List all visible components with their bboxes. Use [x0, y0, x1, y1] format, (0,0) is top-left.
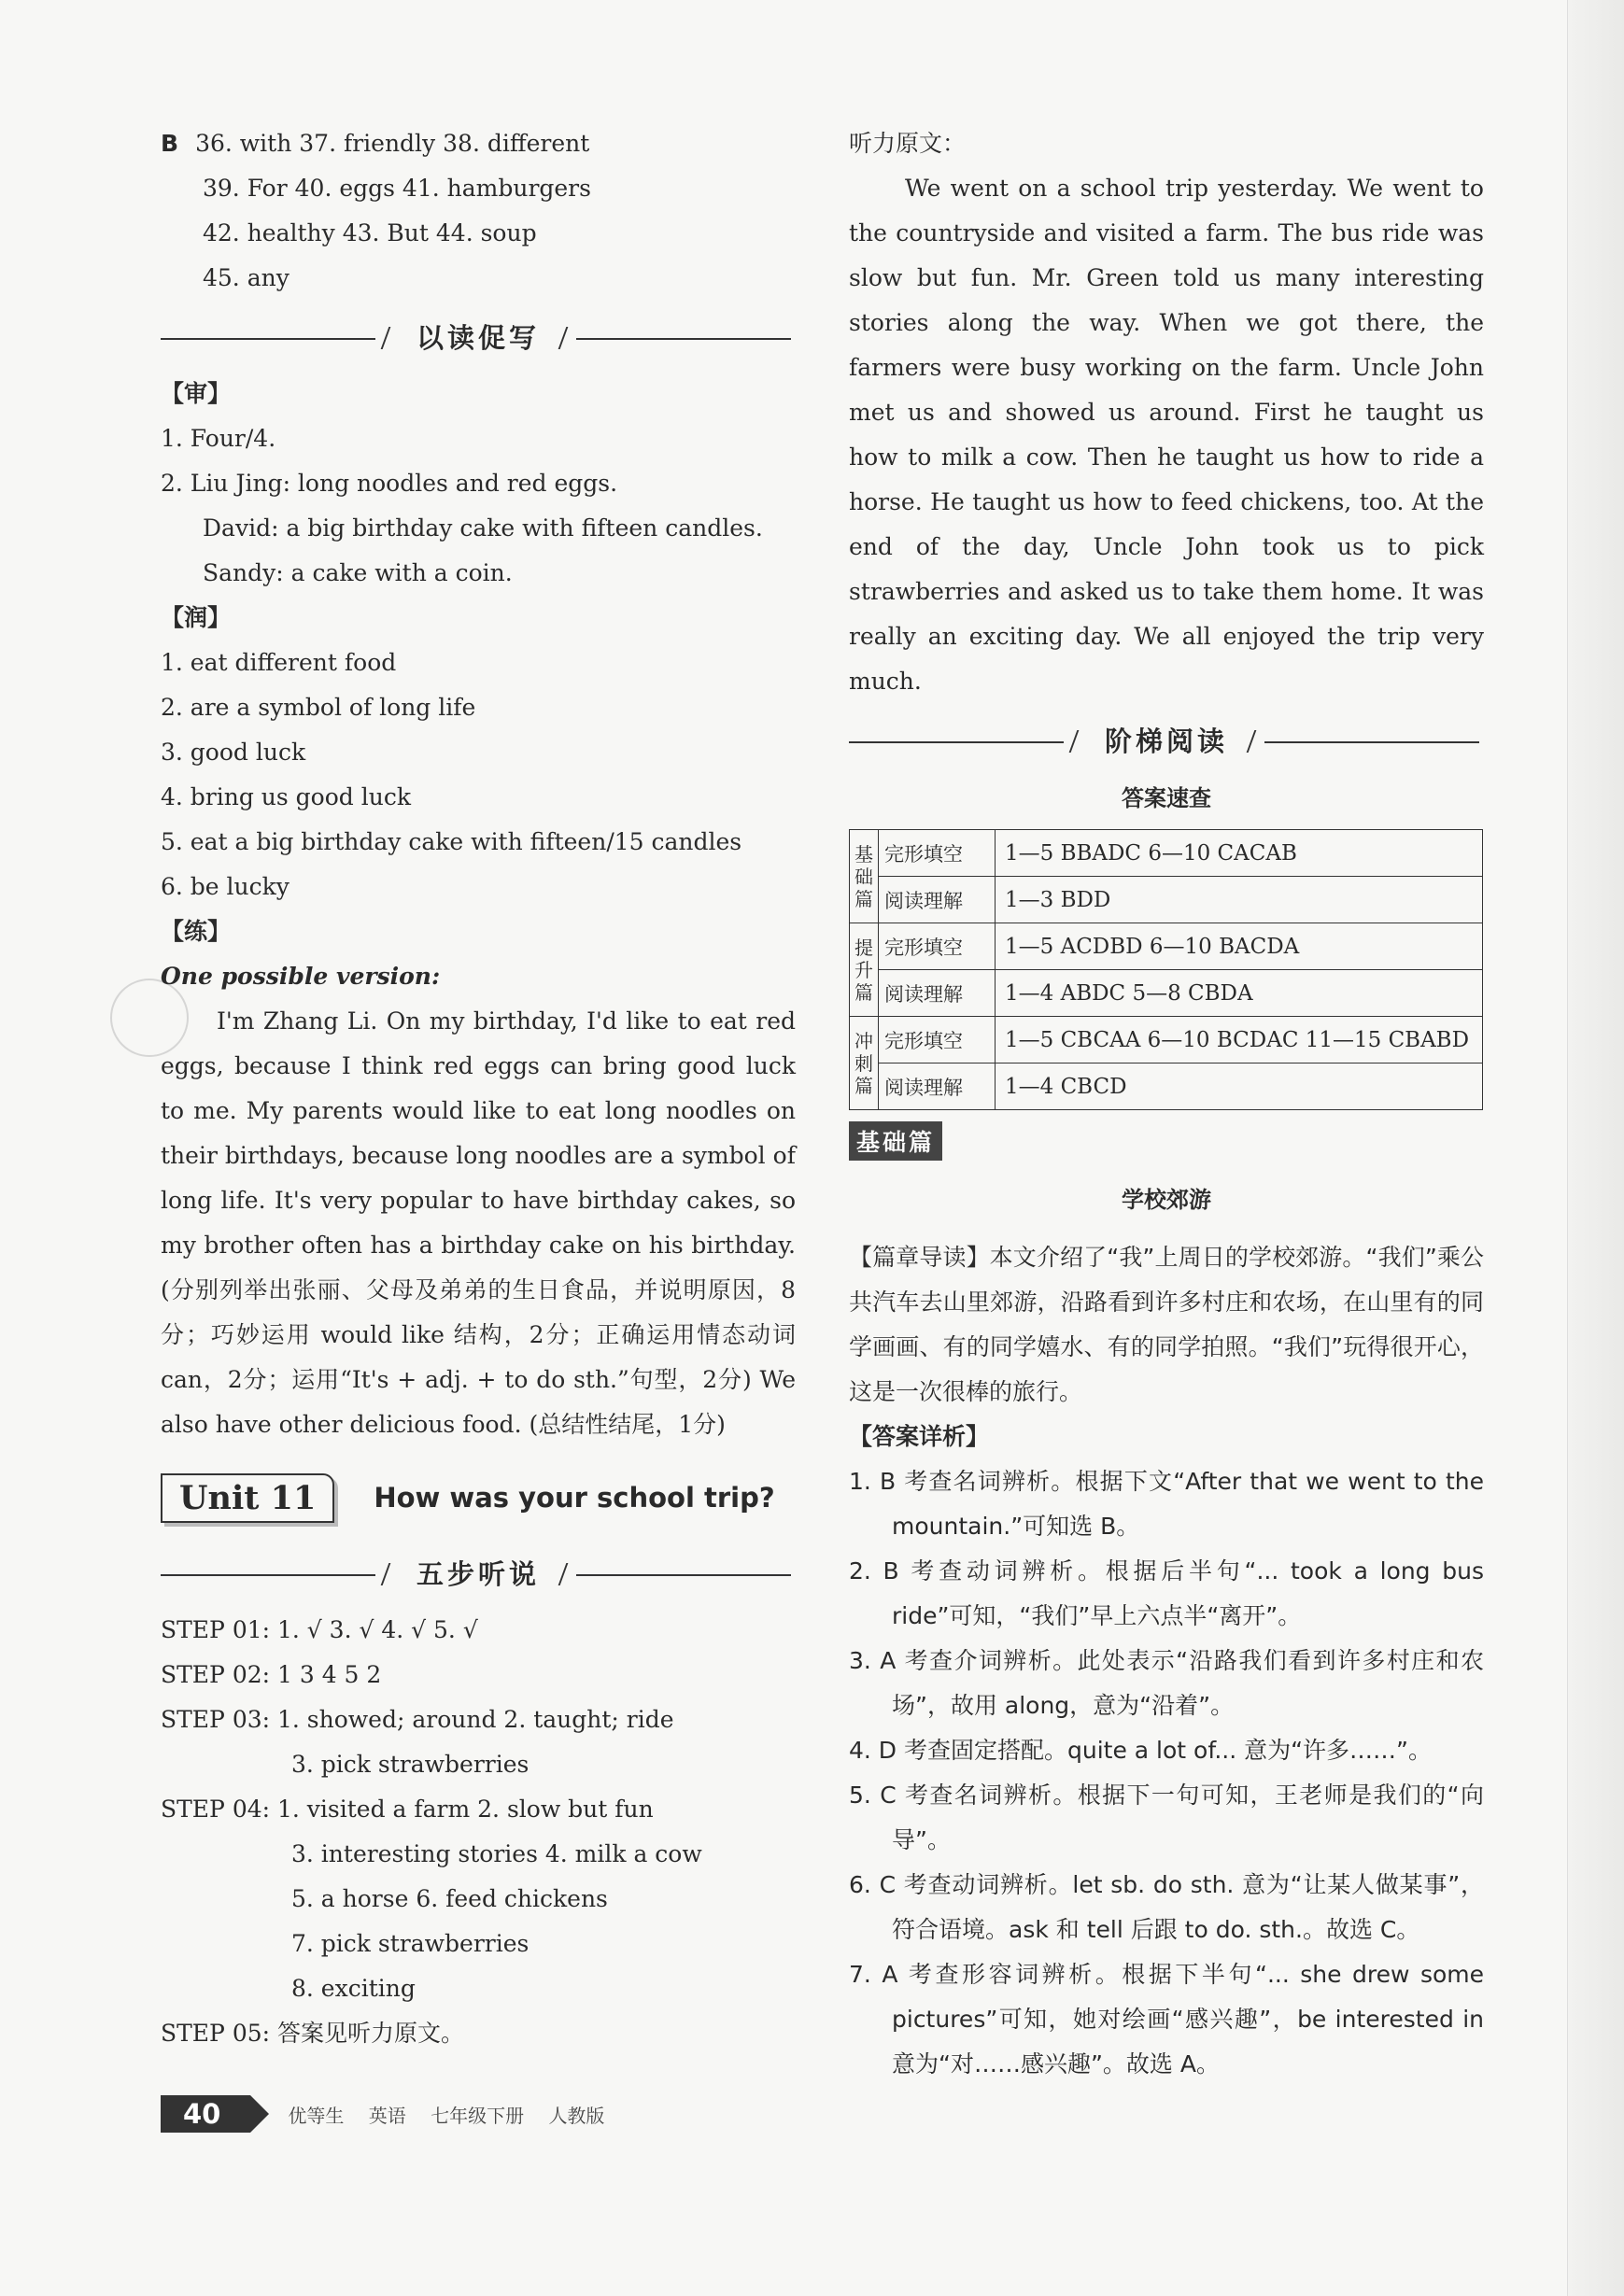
step-04-c: 5. a horse 6. feed chickens: [291, 1885, 608, 1912]
right-column: [849, 121, 1484, 2087]
category-sprint: 冲刺篇: [850, 1017, 879, 1110]
step-05: STEP 05: 答案见听力原文。: [161, 2020, 465, 2047]
table-row: [850, 923, 1483, 970]
read-write-header: [161, 314, 796, 362]
detail-4: 4. D 考查固定搭配。quite a lot of... 意为“许多……”。: [849, 1737, 1433, 1764]
answer-cell: 1—5 ACDBD 6—10 BACDA: [996, 923, 1483, 970]
shen-label: 【审】: [161, 380, 232, 407]
detail-3: 3. A 考查介词辨析。此处表示“沿路我们看到许多村庄和农场”，故用 along，意为“沿着”。: [849, 1647, 1484, 1719]
run-item-6: 6. be lucky: [161, 873, 289, 900]
footer-grade: 七年级下册: [431, 2104, 525, 2127]
unit-header: [161, 1460, 796, 1535]
listening-label: 听力原文：: [849, 130, 967, 157]
details-label: 【答案详析】: [849, 1423, 990, 1450]
header-rule-right: [576, 1574, 791, 1576]
shen-sub-1: David: a big birthday cake with fifteen candles.: [203, 514, 763, 542]
step-02: STEP 02: 1 3 4 5 2: [161, 1661, 382, 1688]
run-label: 【润】: [161, 604, 232, 631]
step-04-e: 8. exciting: [291, 1975, 416, 2002]
step-04-d: 7. pick strawberries: [291, 1930, 530, 1957]
page-edge: [1567, 0, 1624, 2296]
run-item-4: 4. bring us good luck: [161, 783, 411, 810]
b-line-3: 42. healthy 43. But 44. soup: [203, 219, 537, 247]
b-line-4: 45. any: [203, 264, 289, 291]
unit-title: How was your school trip?: [374, 1482, 775, 1514]
table-row: [850, 970, 1483, 1017]
run-item-5: 5. eat a big birthday cake with fifteen/15 candles: [161, 828, 742, 855]
shen-item-2: 2. Liu Jing: long noodles and red eggs.: [161, 470, 618, 497]
step-04-a: STEP 04: 1. visited a farm 2. slow but fun: [161, 1796, 654, 1823]
type-cell: 完形填空: [879, 923, 996, 970]
sample-essay: I'm Zhang Li. On my birthday, I'd like to eat red eggs, because I think red eggs can bring good luck to me. My parents would like to eat long noodles on their birthdays, because long noodles are a symbol of long life. It's very popular to have birthday cakes, so my brother often has a birthday cake on his birthday. (分别列举出张丽、父母及弟弟的生日食品，并说明原因，8分；巧妙运用 would like 结构，2分；正确运用情态动词 can，2分；运用“It's + adj. + to do sth.”句型，2分) We also have other delicious food. (总结性结尾，1分): [161, 1007, 796, 1438]
footer-edition: 人教版: [548, 2104, 605, 2127]
basic-tag: 基础篇: [849, 1121, 942, 1161]
detail-6: 6. C 考查动词辨析。let sb. do sth. 意为“让某人做某事”，符合语境。ask 和 tell 后跟 to do. sth.。故选 C。: [849, 1871, 1484, 1943]
step-03-a: STEP 03: 1. showed; around 2. taught; ride: [161, 1706, 674, 1733]
shen-sub-2: Sandy: a cake with a coin.: [203, 559, 513, 586]
answer-cell: 1—3 BDD: [996, 877, 1483, 923]
detail-2: 2. B 考查动词辨析。根据后半句“... took a long bus ride”可知，“我们”早上六点半“离开”。: [849, 1557, 1484, 1629]
run-item-3: 3. good luck: [161, 739, 306, 766]
answer-check-title: 答案速查: [1122, 785, 1211, 811]
answer-table: [849, 829, 1483, 1110]
answer-cell: 1—5 BBADC 6—10 CACAB: [996, 830, 1483, 877]
page-number: 40: [161, 2095, 250, 2133]
answer-cell: 1—4 CBCD: [996, 1063, 1483, 1110]
type-cell: 阅读理解: [879, 877, 996, 923]
guide-text: 【篇章导读】本文介绍了“我”上周日的学校郊游。“我们”乘公共汽车去山里郊游，沿路看到许多村庄和农场，在山里有的同学画画、有的同学嬉水、有的同学拍照。“我们”玩得很开心，这是一次很棒的旅行。: [849, 1244, 1484, 1405]
table-row: [850, 1063, 1483, 1110]
answer-cell: 1—4 ABDC 5—8 CBDA: [996, 970, 1483, 1017]
b-line-2: 39. For 40. eggs 41. hamburgers: [203, 175, 591, 202]
listening-text: We went on a school trip yesterday. We went to the countryside and visited a farm. The bus ride was slow but fun. Mr. Green told us many interesting stories along the way. When we got there, the farmers were busy working on the farm. Uncle John met us and showed us around. First he taught us how to milk a cow. Then he taught us how to ride a horse. He taught us how to feed chickens, too. At the end of the day, Uncle John took us to pick strawberries and asked us to take them home. It was really an exciting day. We all enjoyed the trip very much.: [849, 175, 1484, 695]
table-row: [850, 877, 1483, 923]
step-04-b: 3. interesting stories 4. milk a cow: [291, 1840, 702, 1867]
run-item-1: 1. eat different food: [161, 649, 397, 676]
page-footer: [161, 2095, 623, 2133]
read-write-title: 以读促写: [416, 322, 540, 354]
ladder-title: 阶梯阅读: [1104, 725, 1228, 757]
shen-item-1: 1. Four/4.: [161, 425, 276, 452]
header-rule-right: [576, 338, 791, 340]
footer-subject: 英语: [368, 2104, 406, 2127]
version-label: One possible version:: [161, 963, 441, 990]
detail-5: 5. C 考查名词辨析。根据下一句可知，王老师是我们的“向导”。: [849, 1782, 1484, 1853]
header-rule-right: [1264, 741, 1479, 743]
category-advanced: 提升篇: [850, 923, 879, 1017]
type-cell: 完形填空: [879, 1017, 996, 1063]
table-row: [850, 830, 1483, 877]
b-line-1: [161, 121, 796, 166]
b-line-1-text: 36. with 37. friendly 38. different: [195, 130, 590, 157]
unit-number-box: Unit 11: [161, 1473, 334, 1523]
b-label: B: [161, 130, 179, 157]
category-basic: 基础篇: [850, 830, 879, 923]
footer-text: [288, 2101, 623, 2128]
detail-1: 1. B 考查名词辨析。根据下文“After that we went to the mountain.”可知选 B。: [849, 1468, 1484, 1540]
type-cell: 阅读理解: [879, 970, 996, 1017]
answer-cell: 1—5 CBCAA 6—10 BCDAC 11—15 CBABD: [996, 1017, 1483, 1063]
type-cell: 阅读理解: [879, 1063, 996, 1110]
step-03-b: 3. pick strawberries: [291, 1751, 530, 1778]
detail-7: 7. A 考查形容词辨析。根据下半句“... she drew some pictures”可知，她对绘画“感兴趣”，be interested in 意为“对……感兴趣”。故选 A。: [849, 1961, 1484, 2078]
ladder-header: [849, 717, 1484, 766]
article-title: 学校郊游: [1122, 1187, 1211, 1213]
type-cell: 完形填空: [879, 830, 996, 877]
table-row: [850, 1017, 1483, 1063]
lian-label: 【练】: [161, 918, 232, 945]
run-item-2: 2. are a symbol of long life: [161, 694, 476, 721]
step-01: STEP 01: 1. √ 3. √ 4. √ 5. √: [161, 1616, 478, 1643]
left-column: [161, 121, 796, 2056]
listen-title: 五步听说: [416, 1558, 540, 1590]
footer-series: 优等生: [288, 2104, 345, 2127]
listen-header: [161, 1550, 796, 1599]
